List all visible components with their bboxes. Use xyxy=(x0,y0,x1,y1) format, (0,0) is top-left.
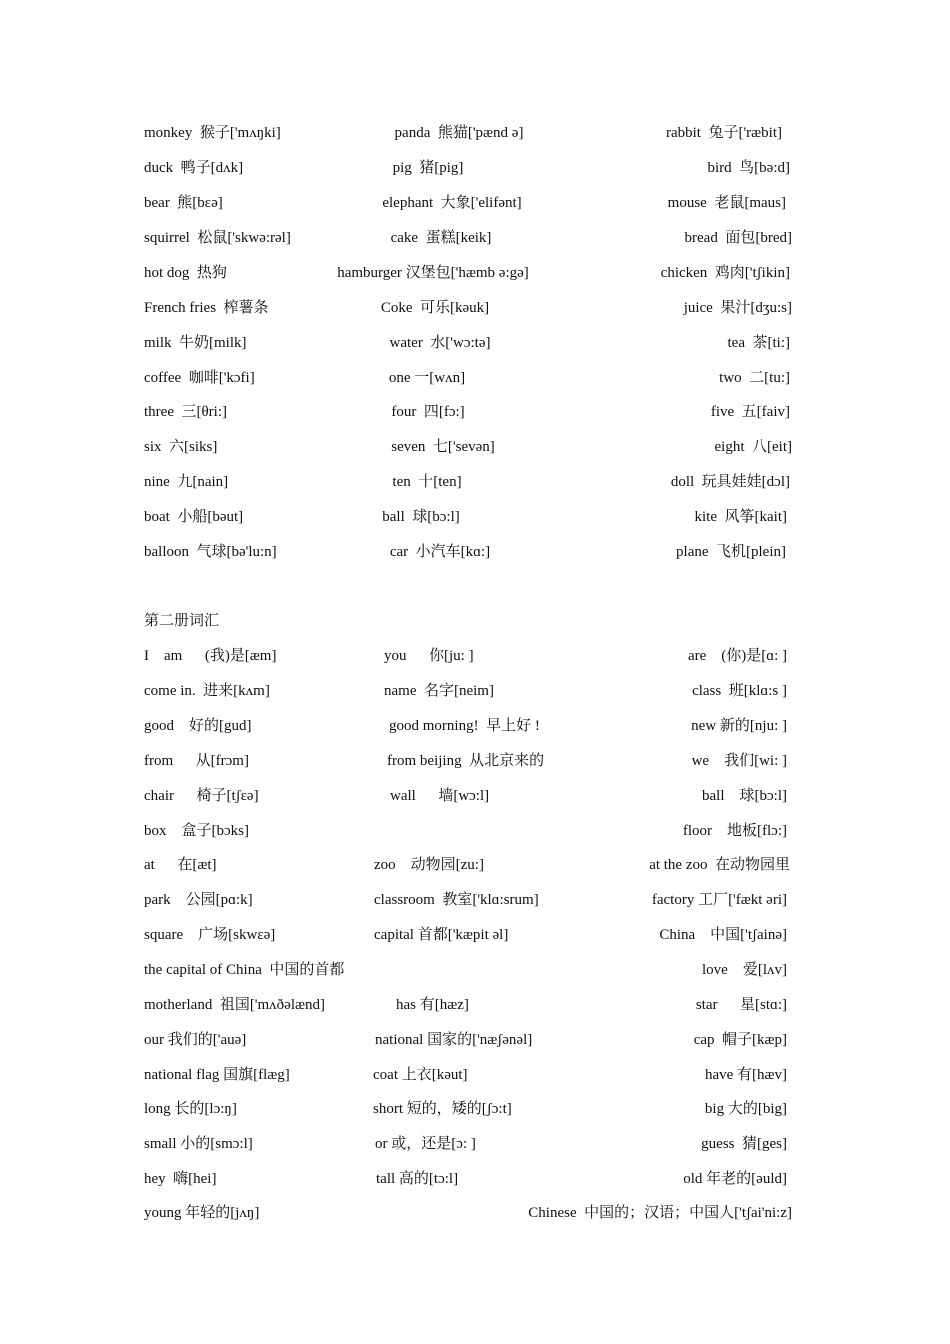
vocab-entry: duck 鸭子[dʌk] xyxy=(144,160,244,176)
vocab-entry: hot dog 热狗 xyxy=(144,265,227,281)
vocab-entry: water 水['wɔ:tə] xyxy=(389,335,491,351)
vocab-entry: China 中国['tʃainə] xyxy=(659,927,787,943)
vocab-entry: panda 熊猫['pænd ə] xyxy=(394,125,524,141)
vocab-entry: our 我们的['auə] xyxy=(144,1032,247,1048)
vocab-entry: three 三[θri:] xyxy=(144,404,227,420)
vocab-entry: squirrel 松鼠['skwə:rəl] xyxy=(144,230,291,246)
vocab-entry: young 年轻的[jʌŋ] xyxy=(144,1205,260,1221)
vocab-entry: guess 猜[ges] xyxy=(701,1136,787,1152)
vocab-row xyxy=(0,993,950,1017)
vocab-entry: classroom 教室['klɑ:srum] xyxy=(374,892,539,908)
vocab-row xyxy=(0,1063,950,1087)
vocab-entry: square 广场[skwεə] xyxy=(144,927,276,943)
vocab-row xyxy=(0,714,950,738)
vocab-entry: tea 茶[ti:] xyxy=(727,335,790,351)
vocab-row xyxy=(0,784,950,808)
vocab-entry: rabbit 兔子['ræbit] xyxy=(665,125,782,141)
vocab-entry: ball 球[bɔ:l] xyxy=(382,509,460,525)
vocab-entry: nine 九[nain] xyxy=(144,474,229,490)
vocab-entry: short 短的，矮的[ʃɔ:t] xyxy=(373,1101,512,1117)
vocab-entry: balloon 气球[bə'lu:n] xyxy=(144,544,277,560)
vocab-entry: elephant 大象['elifənt] xyxy=(382,195,522,211)
vocab-row xyxy=(0,1201,950,1225)
vocab-entry: zoo 动物园[zu:] xyxy=(374,857,484,873)
vocab-entry: star 星[stɑ:] xyxy=(695,997,787,1013)
vocab-row xyxy=(0,749,950,773)
vocab-entry: hamburger 汉堡包['hæmb ə:gə] xyxy=(337,265,529,281)
vocab-entry: cake 蛋糕[keik] xyxy=(390,230,492,246)
vocab-entry: boat 小船[bəut] xyxy=(144,509,244,525)
vocab-entry: five 五[faiv] xyxy=(710,404,790,420)
vocab-entry: four 四[fɔ:] xyxy=(391,404,465,420)
vocab-entry: doll 玩具娃娃[dɔl] xyxy=(670,474,790,490)
vocab-entry: box 盒子[bɔks] xyxy=(144,823,249,839)
vocab-row xyxy=(0,1167,950,1191)
vocab-entry: kite 风筝[kait] xyxy=(694,509,787,525)
vocab-entry: love 爱[lʌv] xyxy=(702,962,787,978)
vocab-entry: car 小汽车[kɑ:] xyxy=(389,544,491,560)
vocab-row xyxy=(0,156,950,180)
vocab-row xyxy=(0,1028,950,1052)
vocab-entry: old 年老的[əuld] xyxy=(683,1171,787,1187)
vocab-entry: from beijing 从北京来的 xyxy=(387,753,545,769)
vocab-row xyxy=(0,296,950,320)
vocab-row xyxy=(0,1097,950,1121)
vocab-row xyxy=(0,435,950,459)
vocab-entry: bear 熊[bεə] xyxy=(144,195,223,211)
vocab-row xyxy=(0,853,950,877)
vocab-entry: you 你[ju: ] xyxy=(384,648,474,664)
vocab-entry: capital 首都['kæpit əl] xyxy=(374,927,509,943)
vocab-entry: wall 墙[wɔ:l] xyxy=(390,788,490,804)
vocab-entry: motherland 祖国['mʌðəlænd] xyxy=(144,997,326,1013)
vocab-entry: tall 高的[tɔ:l] xyxy=(376,1171,459,1187)
vocab-entry: cap 帽子[kæp] xyxy=(693,1032,787,1048)
vocab-entry: bread 面包[bred] xyxy=(684,230,792,246)
vocab-entry: mouse 老鼠[maus] xyxy=(667,195,786,211)
vocab-entry: has 有[hæz] xyxy=(396,997,469,1013)
vocab-entry: Coke 可乐[kəuk] xyxy=(380,300,490,316)
vocab-row xyxy=(0,261,950,285)
vocab-entry: coat 上衣[kəut] xyxy=(373,1067,468,1083)
vocab-entry: class 班[klɑ:s ] xyxy=(692,683,787,699)
vocab-row xyxy=(0,644,950,668)
vocab-row xyxy=(0,1132,950,1156)
vocab-entry: long 长的[lɔ:ŋ] xyxy=(144,1101,237,1117)
vocab-row xyxy=(0,400,950,424)
vocab-entry: ten 十[ten] xyxy=(392,474,462,490)
vocab-entry: French fries 榨薯条 xyxy=(144,300,269,316)
vocab-entry: juice 果汁[dʒu:s] xyxy=(683,300,792,316)
vocab-row xyxy=(0,958,950,982)
vocab-row xyxy=(0,191,950,215)
vocab-entry: floor 地板[flɔ:] xyxy=(682,823,787,839)
vocab-entry: name 名字[neim] xyxy=(384,683,494,699)
vocab-entry: national flag 国旗[flæg] xyxy=(144,1067,290,1083)
vocab-entry: factory 工厂['fækt əri] xyxy=(651,892,787,908)
vocab-entry: at 在[æt] xyxy=(144,857,217,873)
vocab-entry: bird 鸟[bə:d] xyxy=(707,160,790,176)
vocab-row xyxy=(0,679,950,703)
vocab-entry: ball 球[bɔ:l] xyxy=(702,788,787,804)
vocab-entry: have 有[hæv] xyxy=(704,1067,787,1083)
vocab-entry: are (你)是[ɑ: ] xyxy=(687,648,787,664)
vocab-entry: small 小的[smɔ:l] xyxy=(144,1136,253,1152)
vocab-entry: at the zoo 在动物园里 xyxy=(649,857,790,873)
vocab-row xyxy=(0,331,950,355)
vocab-row xyxy=(0,470,950,494)
vocab-entry: plane 飞机[plein] xyxy=(676,544,786,560)
vocab-entry: two 二[tu:] xyxy=(719,370,790,386)
vocab-entry: monkey 猴子['mʌŋki] xyxy=(144,125,281,141)
vocab-row xyxy=(0,888,950,912)
vocab-entry: six 六[siks] xyxy=(144,439,218,455)
vocab-entry: from 从[frɔm] xyxy=(144,753,249,769)
vocab-entry: seven 七['sevən] xyxy=(391,439,495,455)
vocab-entry: national 国家的['næʃənəl] xyxy=(375,1032,533,1048)
vocab-entry: one 一[wʌn] xyxy=(388,370,466,386)
vocab-row xyxy=(0,505,950,529)
vocab-row xyxy=(0,226,950,250)
vocab-entry: new 新的[nju: ] xyxy=(691,718,787,734)
vocab-entry: we 我们[wi: ] xyxy=(691,753,787,769)
vocab-row xyxy=(0,923,950,947)
volume2-heading: 第二册词汇 xyxy=(144,613,220,629)
vocab-entry: good morning! 早上好 ! xyxy=(389,718,540,734)
vocab-entry: chicken 鸡肉['tʃikin] xyxy=(660,265,790,281)
vocab-row xyxy=(0,540,950,564)
vocab-entry: chair 椅子[tʃεə] xyxy=(144,788,259,804)
vocab-entry: come in. 进来[kʌm] xyxy=(144,683,270,699)
vocab-entry: coffee 咖啡['kɔfi] xyxy=(144,370,255,386)
vocab-row xyxy=(0,366,950,390)
vocab-entry: hey 嗨[hei] xyxy=(144,1171,217,1187)
vocab-entry: eight 八[eit] xyxy=(714,439,792,455)
vocab-entry: big 大的[big] xyxy=(704,1101,787,1117)
vocab-row xyxy=(0,121,950,145)
vocab-entry: park 公园[pɑ:k] xyxy=(144,892,253,908)
vocab-entry: good 好的[gud] xyxy=(144,718,252,734)
vocab-entry: Chinese 中国的；汉语；中国人['tʃai'ni:z] xyxy=(528,1205,792,1221)
vocab-entry: I am (我)是[æm] xyxy=(144,648,277,664)
vocab-entry: or 或，还是[ɔ: ] xyxy=(375,1136,476,1152)
vocab-entry: pig 猪[pig] xyxy=(392,160,464,176)
vocab-row xyxy=(0,819,950,843)
vocab-entry: the capital of China 中国的首都 xyxy=(144,962,345,978)
vocab-entry: milk 牛奶[milk] xyxy=(144,335,247,351)
